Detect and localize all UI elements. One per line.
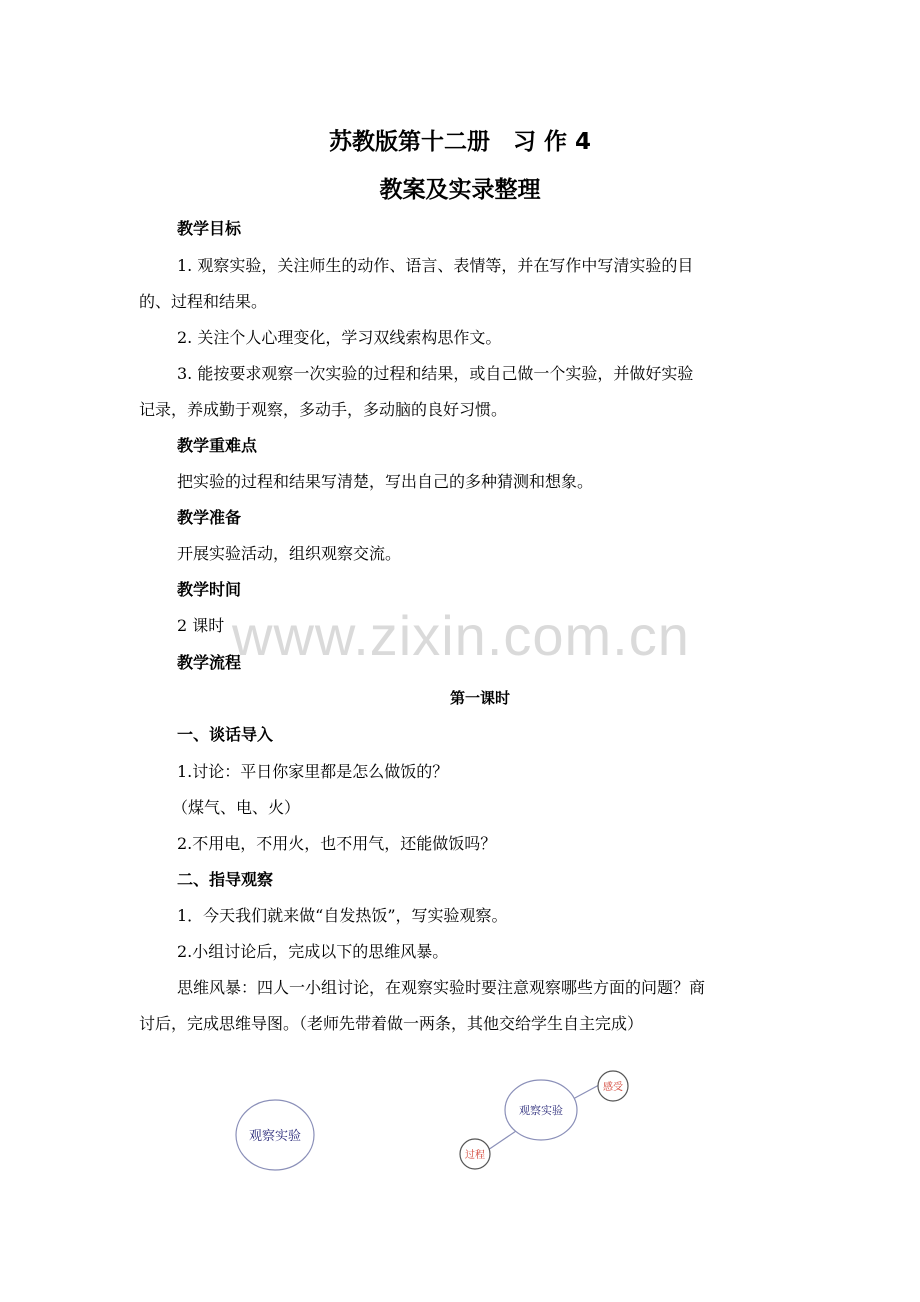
section-2-item-1: 1．今天我们就来做“自发热饭”，写实验观察。 — [177, 906, 508, 925]
connector-to-feel — [573, 1085, 599, 1099]
section-2-item-2: 2.小组讨论后，完成以下的思维风暴。 — [177, 942, 449, 961]
section-2-paragraph-line-1: 思维风暴：四人一小组讨论，在观察实验时要注意观察哪些方面的问题？商 — [177, 978, 706, 997]
flow-heading: 教学流程 — [177, 653, 242, 672]
section-1-heading: 一、谈话导入 — [177, 725, 274, 744]
goals-heading: 教学目标 — [177, 219, 242, 238]
preparation-heading: 教学准备 — [177, 508, 242, 527]
document-title: 苏教版第十二册 习 作 4 — [328, 129, 592, 155]
section-1-item-2: 2.不用电，不用火，也不用气，还能做饭吗？ — [177, 834, 497, 853]
goal-2: 2. 关注个人心理变化，学习双线索构思作文。 — [177, 328, 502, 347]
time-text: 2 课时 — [177, 616, 225, 635]
lesson-heading: 第一课时 — [449, 689, 510, 707]
mind-map-diagram — [0, 1060, 920, 1190]
document-subtitle: 教案及实录整理 — [379, 177, 541, 203]
goal-3-line-1: 3. 能按要求观察一次实验的过程和结果，或自己做一个实验，并做好实验 — [177, 364, 694, 383]
mind-map-feel-label: 感受 — [603, 1082, 623, 1093]
section-1-item-1-note: （煤气、电、火） — [172, 798, 301, 817]
goal-1-line-2: 的、过程和结果。 — [139, 292, 268, 311]
key-points-text: 把实验的过程和结果写清楚，写出自己的多种猜测和想象。 — [177, 472, 594, 491]
mind-map-center-label: 观察实验 — [519, 1104, 563, 1117]
goal-3-line-2: 记录，养成勤于观察，多动手，多动脑的良好习惯。 — [139, 400, 508, 419]
mind-map-process-label: 过程 — [465, 1150, 485, 1161]
mind-map-left-label: 观察实验 — [248, 1129, 302, 1144]
preparation-text: 开展实验活动，组织观察交流。 — [177, 544, 402, 563]
watermark: www.zixin.com.cn — [232, 604, 690, 667]
section-1-item-1: 1.讨论：平日你家里都是怎么做饭的？ — [177, 762, 449, 781]
section-2-heading: 二、指导观察 — [177, 870, 274, 889]
section-2-paragraph-line-2: 讨后，完成思维导图。（老师先带着做一两条，其他交给学生自主完成） — [139, 1014, 644, 1033]
time-heading: 教学时间 — [177, 580, 242, 599]
key-points-heading: 教学重难点 — [177, 436, 258, 455]
goal-1-line-1: 1. 观察实验，关注师生的动作、语言、表情等，并在写作中写清实验的目 — [177, 256, 694, 275]
